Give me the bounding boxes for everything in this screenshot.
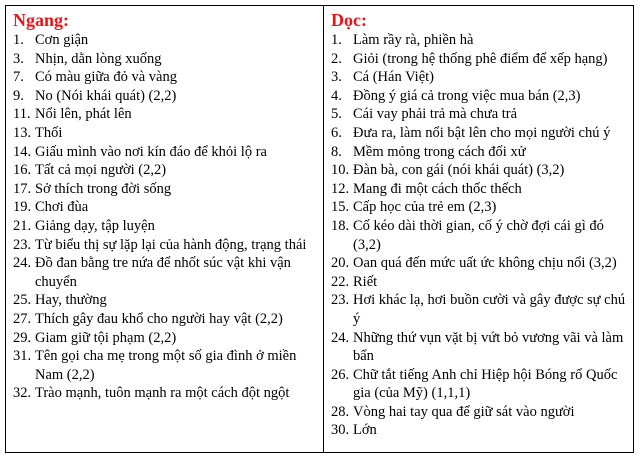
- clue-text: Cá (Hán Việt): [353, 69, 435, 86]
- clue-number: 3.: [331, 69, 342, 86]
- clue-text: Đưa ra, làm nổi bật lên cho mọi người chú ý: [353, 124, 611, 141]
- across-clue: [13, 384, 319, 403]
- down-clue: [331, 180, 629, 199]
- clue-number: 20.: [331, 255, 350, 272]
- across-clue: [13, 50, 319, 69]
- across-clue: [13, 180, 319, 199]
- clue-number: 2.: [331, 50, 342, 67]
- clue-text: Đồ đan bằng tre nứa để nhốt súc vật khi vận chuyển: [35, 255, 291, 290]
- clue-text: Chơi đùa: [35, 199, 89, 216]
- clue-text: Sở thích trong đời sống: [35, 180, 172, 197]
- clue-text: Đồng ý giá cả trong việc mua bán (2,3): [353, 87, 581, 104]
- clue-table: [5, 5, 634, 453]
- clue-text: Cơn giận: [35, 32, 89, 48]
- down-clue: [331, 161, 629, 180]
- across-clue: [13, 236, 319, 255]
- across-clue: [13, 105, 319, 124]
- clue-number: 27.: [13, 310, 32, 327]
- clue-text: Mang đi một cách thốc thếch: [353, 180, 522, 197]
- across-clue-list: [13, 31, 319, 403]
- down-clue: [331, 105, 629, 124]
- clue-text: Lớn: [353, 422, 377, 439]
- clue-number: 24.: [13, 255, 32, 272]
- across-clue: [13, 329, 319, 348]
- clue-number: 22.: [331, 273, 350, 290]
- down-clue: [331, 273, 629, 292]
- across-clue: [13, 310, 319, 329]
- clue-text: Giam giữ tội phạm (2,2): [35, 329, 177, 346]
- across-clue: [13, 161, 319, 180]
- down-clue: [331, 68, 629, 87]
- clue-number: 18.: [331, 217, 350, 234]
- clue-number: 7.: [13, 69, 24, 86]
- across-clue: [13, 143, 319, 162]
- clue-number: 10.: [331, 162, 350, 179]
- down-clue: [331, 50, 629, 69]
- clue-text: Riết: [353, 273, 378, 290]
- down-clue-list: [331, 31, 629, 440]
- across-clue: [13, 124, 319, 143]
- clue-number: 5.: [331, 106, 342, 123]
- across-clue: [13, 31, 319, 50]
- clue-text: Hay, thường: [35, 292, 107, 309]
- clue-text: Từ biểu thị sự lặp lại của hành động, trạng thái: [35, 236, 307, 253]
- clue-text: Mềm mỏng trong cách đối xử: [353, 143, 526, 160]
- across-column: [6, 6, 324, 452]
- clue-text: Vòng hai tay qua để giữ sát vào người: [353, 403, 575, 420]
- clue-text: Giảng dạy, tập luyện: [35, 217, 155, 234]
- down-clue: [331, 254, 629, 273]
- clue-number: 32.: [13, 385, 32, 402]
- across-clue: [13, 87, 319, 106]
- clue-number: 15.: [331, 199, 350, 216]
- down-clue: [331, 421, 629, 440]
- down-clue: [331, 291, 629, 328]
- across-clue: [13, 68, 319, 87]
- down-clue: [331, 217, 629, 254]
- clue-text: Giấu mình vào nơi kín đáo để khỏi lộ ra: [35, 143, 267, 160]
- clue-number: 23.: [331, 292, 350, 309]
- clue-text: Oan quá đến mức uất ức không chịu nổi (3,2): [353, 255, 617, 272]
- across-clue: [13, 254, 319, 291]
- across-heading: Ngang:: [13, 10, 70, 30]
- clue-text: Làm rầy rà, phiền hà: [353, 32, 474, 48]
- clue-number: 13.: [13, 124, 32, 141]
- across-clue: [13, 217, 319, 236]
- clue-text: Có màu giữa đỏ và vàng: [35, 69, 177, 86]
- clue-text: Nổi lên, phát lên: [35, 106, 132, 123]
- down-clue: [331, 31, 629, 50]
- down-clue: [331, 366, 629, 403]
- clue-number: 31.: [13, 348, 32, 365]
- clue-text: Cố kéo dài thời gian, cố ý chờ đợi cái gì đó (3,2): [353, 217, 604, 253]
- clue-text: Cái vay phải trả mà chưa trả: [353, 106, 518, 123]
- clue-text: Hơi khác lạ, hơi buồn cười và gây được sự chú ý: [353, 292, 626, 327]
- clue-number: 3.: [13, 50, 24, 67]
- down-clue: [331, 143, 629, 162]
- clue-number: 19.: [13, 199, 32, 216]
- clue-number: 4.: [331, 87, 342, 104]
- clue-number: 26.: [331, 366, 350, 383]
- clue-text: Trào mạnh, tuôn mạnh ra một cách đột ngột: [35, 385, 290, 402]
- down-clue: [331, 198, 629, 217]
- down-clue: [331, 403, 629, 422]
- clue-number: 6.: [331, 124, 342, 141]
- clue-number: 1.: [13, 32, 24, 48]
- clue-text: Thối: [35, 124, 63, 141]
- clue-text: Chữ tắt tiếng Anh chỉ Hiệp hội Bóng rổ Quốc gia (của Mỹ) (1,1,1): [353, 366, 618, 402]
- clue-text: Cấp học của trẻ em (2,3): [353, 199, 497, 216]
- down-heading: Dọc:: [331, 10, 367, 30]
- clue-number: 9.: [13, 87, 24, 104]
- clue-number: 8.: [331, 143, 342, 160]
- clue-text: Những thứ vụn vặt bị vứt bỏ vương vãi và làm bẩn: [353, 329, 624, 365]
- down-column: [324, 6, 633, 452]
- clue-number: 14.: [13, 143, 32, 160]
- clue-number: 29.: [13, 329, 32, 346]
- clue-number: 24.: [331, 329, 350, 346]
- across-clue: [13, 291, 319, 310]
- clue-number: 12.: [331, 180, 350, 197]
- clue-number: 11.: [13, 106, 31, 123]
- clue-number: 1.: [331, 32, 342, 48]
- across-clue: [13, 347, 319, 384]
- across-clue: [13, 198, 319, 217]
- clue-text: No (Nói khái quát) (2,2): [35, 87, 177, 104]
- clue-number: 28.: [331, 403, 350, 420]
- clue-text: Tất cả mọi người (2,2): [35, 162, 167, 179]
- clue-text: Giỏi (trong hệ thống phê điểm để xếp hạng): [353, 50, 608, 67]
- clue-number: 30.: [331, 422, 350, 439]
- clue-text: Đàn bà, con gái (nói khái quát) (3,2): [353, 162, 565, 179]
- clue-text: Tên gọi cha mẹ trong một số gia đình ở miền Nam (2,2): [35, 348, 297, 383]
- down-clue: [331, 87, 629, 106]
- clue-number: 25.: [13, 292, 32, 309]
- clue-number: 16.: [13, 162, 32, 179]
- down-clue: [331, 124, 629, 143]
- clue-text: Nhịn, dằn lòng xuống: [35, 50, 162, 67]
- clue-number: 21.: [13, 217, 32, 234]
- clue-text: Thích gây đau khổ cho người hay vật (2,2): [35, 310, 283, 327]
- clue-number: 17.: [13, 180, 32, 197]
- down-clue: [331, 329, 629, 366]
- clue-number: 23.: [13, 236, 32, 253]
